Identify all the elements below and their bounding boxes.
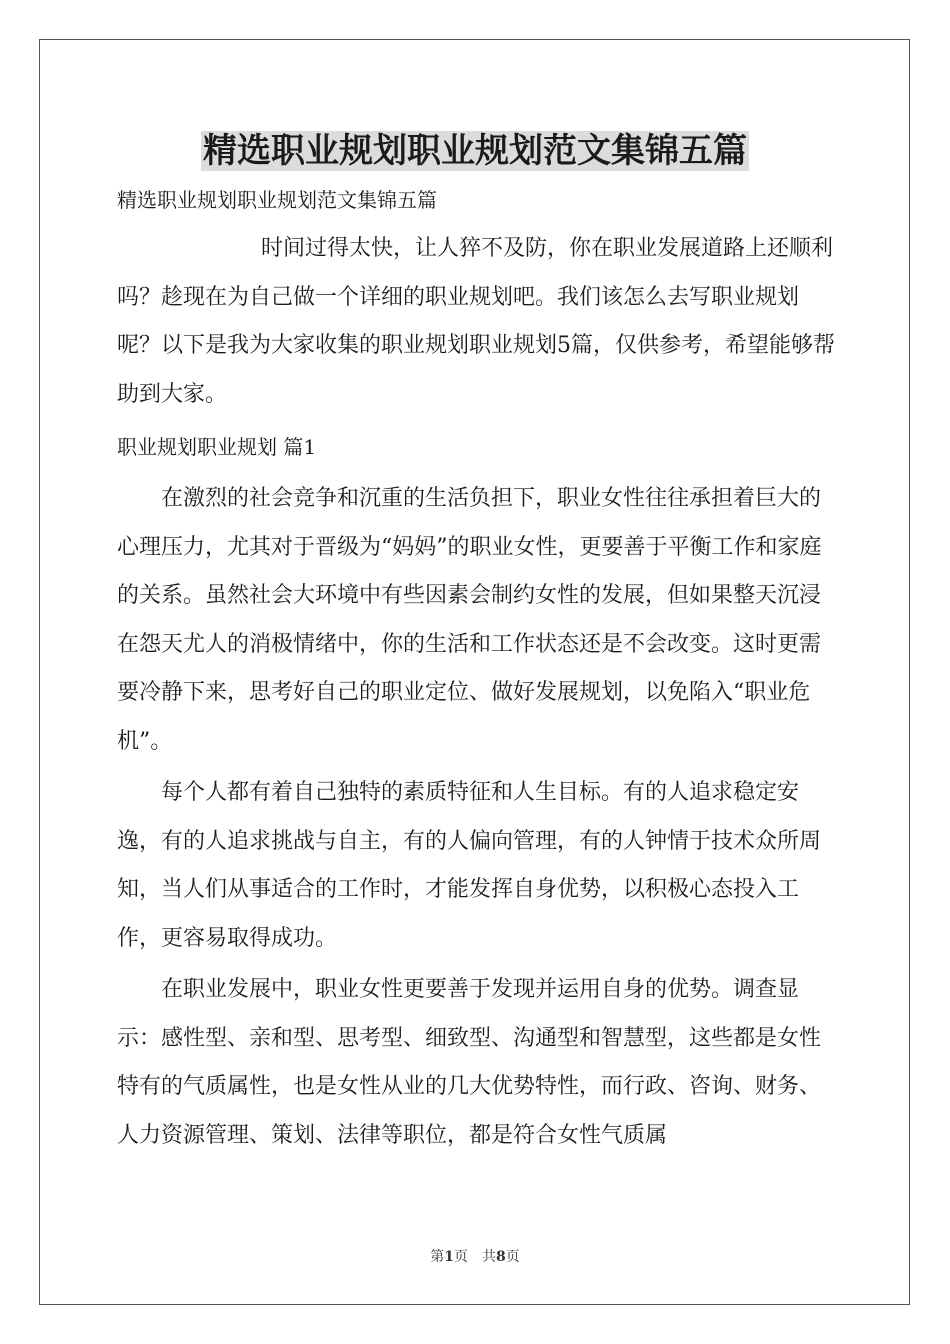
- document-body: [117, 178, 837, 1163]
- intro-paragraph: 时间过得太快，让人猝不及防，你在职业发展道路上还顺利吗？趁现在为自己做一个详细的职业规划吧。我们该怎么去写职业规划呢？以下是我为大家收集的职业规划职业规划5篇，仅供参考，希望能够帮助到大家。: [117, 236, 835, 407]
- document-title-text: 精选职业规划职业规划范文集锦五篇: [203, 131, 747, 171]
- document-title: [0, 124, 950, 178]
- document-subtitle: 精选职业规划职业规划范文集锦五篇: [117, 188, 437, 212]
- page-footer: [0, 1246, 950, 1266]
- body-paragraph-2: 每个人都有着自己独特的素质特征和人生目标。有的人追求稳定安逸，有的人追求挑战与自主，有的人偏向管理，有的人钟情于技术众所周知，当人们从事适合的工作时，才能发挥自身优势，以积极心态投入工作，更容易取得成功。: [117, 780, 822, 951]
- section-heading: 职业规划职业规划 篇1: [117, 435, 317, 459]
- body-paragraph-3: 在职业发展中，职业女性更要善于发现并运用自身的优势。调查显示：感性型、亲和型、思考型、细致型、沟通型和智慧型，这些都是女性特有的气质属性，也是女性从业的几大优势特性，而行政、咨询、财务、人力资源管理、策划、法律等职位，都是符合女性气质属: [117, 977, 822, 1148]
- page-mid: 页 共: [454, 1249, 496, 1265]
- total-pages-number: 8: [496, 1249, 506, 1265]
- page-suffix: 页: [505, 1249, 520, 1265]
- current-page-number: 1: [444, 1249, 454, 1265]
- page-prefix: 第: [430, 1249, 445, 1265]
- body-paragraph-1: 在激烈的社会竞争和沉重的生活负担下，职业女性往往承担着巨大的心理压力，尤其对于晋级为“妈妈”的职业女性，更要善于平衡工作和家庭的关系。虽然社会大环境中有些因素会制约女性的发展，但如果整天沉浸在怨天尤人的消极情绪中，你的生活和工作状态还是不会改变。这时更需要冷静下来，思考好自己的职业定位、做好发展规划，以免陷入“职业危机”。: [117, 486, 822, 754]
